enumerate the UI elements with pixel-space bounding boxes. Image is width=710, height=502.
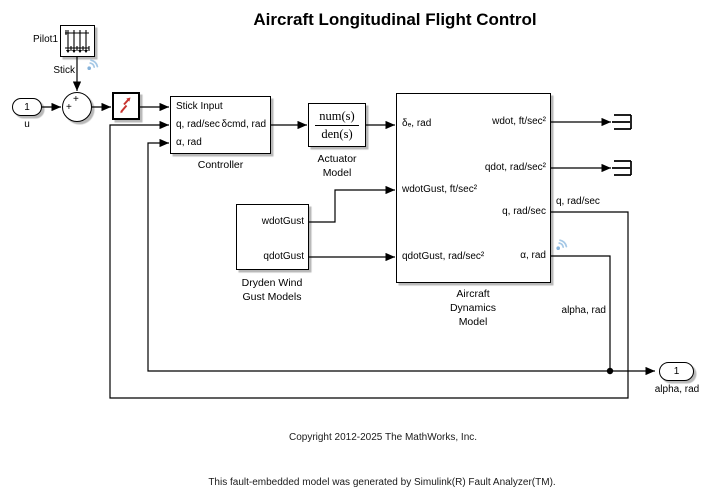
outport-label: alpha, rad: [654, 384, 700, 395]
inport-label: u: [24, 119, 30, 130]
pilot-block-name: Pilot1: [32, 34, 58, 45]
dynamics-block-name-line2: Dynamics: [449, 302, 497, 314]
dryden-block-name-line1: Dryden Wind: [241, 277, 303, 289]
actuator-block-name-line1: Actuator: [317, 153, 357, 165]
actuator-block-name-line2: Model: [322, 167, 352, 179]
wire-wdotgust[interactable]: [309, 190, 395, 222]
controller-outport-dcmd: δcmd, rad: [221, 119, 266, 130]
signal-logging-wifi-icon[interactable]: [84, 55, 103, 73]
dryden-block-name-line2: Gust Models: [242, 291, 302, 303]
outport-block[interactable]: [659, 362, 694, 381]
sum-sign-top: +: [73, 94, 79, 105]
sum-block[interactable]: [62, 92, 92, 122]
controller-inport-alpha: α, rad: [176, 137, 202, 148]
dynamics-outport-alpha: α, rad: [520, 250, 546, 261]
terminator-block-2[interactable]: [612, 161, 631, 175]
actuator-transfer-fcn-block[interactable]: [308, 103, 366, 147]
inport-number: 1: [24, 101, 30, 113]
dryden-outport-qdotgust: qdotGust: [263, 251, 304, 262]
controller-inport-q: q, rad/sec: [176, 119, 220, 130]
dynamics-outport-q: q, rad/sec: [502, 206, 546, 217]
generated-by-annotation: This fault-embedded model was generated by Simulink(R) Fault Analyzer(TM).: [208, 477, 556, 488]
dynamics-outport-wdot: wdot, ft/sec²: [492, 116, 546, 127]
outport-number: 1: [673, 366, 680, 377]
dynamics-inport-qdotgust: qdotGust, rad/sec²: [402, 251, 485, 262]
sum-sign-left: +: [66, 102, 72, 113]
controller-block-name: Controller: [197, 159, 244, 171]
copyright-annotation: Copyright 2012-2025 The MathWorks, Inc.: [288, 432, 478, 443]
model-title: Aircraft Longitudinal Flight Control: [253, 10, 537, 29]
pilot-signal-block[interactable]: [60, 25, 95, 57]
alpha-signal-label[interactable]: alpha, rad: [561, 305, 606, 316]
transfer-fcn-denominator: den(s): [321, 126, 353, 141]
fault-injection-badge[interactable]: [112, 92, 140, 120]
stick-signal-label: Stick: [53, 65, 75, 76]
terminator-block-1[interactable]: [612, 115, 631, 129]
dynamics-inport-wdotgust: wdotGust, ft/sec²: [402, 184, 478, 195]
dynamics-block-name-line3: Model: [458, 316, 488, 328]
signal-group-icon: [61, 26, 94, 56]
transfer-fcn-numerator: num(s): [319, 108, 355, 123]
signal-logging-wifi-icon[interactable]: [553, 235, 572, 253]
lightning-fault-icon: [116, 96, 136, 116]
wire-junction-dot: [607, 368, 613, 374]
q-signal-label[interactable]: q, rad/sec: [556, 196, 600, 207]
dynamics-outport-qdot: qdot, rad/sec²: [484, 162, 546, 173]
inport-block[interactable]: [12, 98, 42, 116]
controller-inport-stick: Stick Input: [176, 101, 223, 112]
dynamics-inport-de: δₑ, rad: [402, 118, 432, 129]
fraction-bar: [315, 125, 359, 126]
dynamics-block-name-line1: Aircraft: [456, 288, 490, 300]
dryden-outport-wdotgust: wdotGust: [261, 216, 304, 227]
